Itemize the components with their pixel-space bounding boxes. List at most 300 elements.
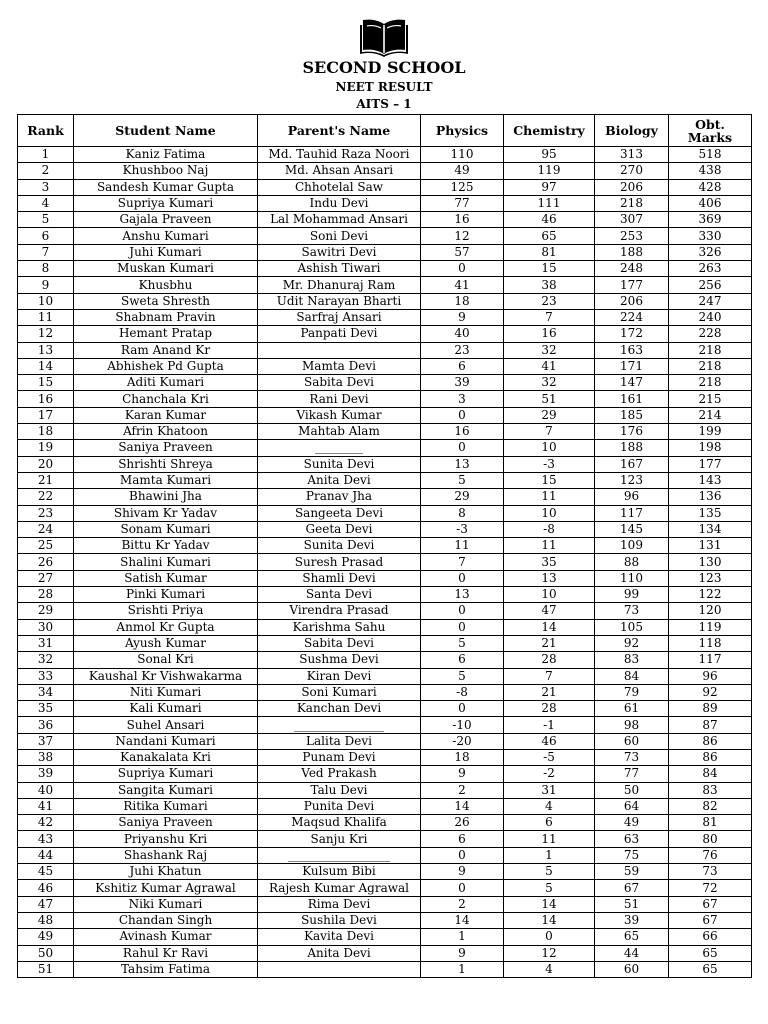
obt-marks-cell: 198 [669,440,752,456]
test-name: AITS – 1 [356,97,412,111]
table-row [18,635,752,651]
table-row [18,195,752,211]
table-row [18,277,752,293]
biology-cell: 147 [595,375,669,391]
student-name-cell: Shrishti Shreya [74,456,258,472]
column-header-chemistry: Chemistry [504,115,595,147]
obt-marks-cell: 122 [669,587,752,603]
rank-cell: 19 [18,440,74,456]
parent-name-cell: Anita Devi [258,945,421,961]
biology-cell: 110 [595,570,669,586]
parent-name-cell: Rajesh Kumar Agrawal [258,880,421,896]
obt-marks-cell: 92 [669,684,752,700]
physics-cell: -8 [421,684,504,700]
physics-cell: 7 [421,554,504,570]
rank-cell: 21 [18,472,74,488]
physics-cell: 0 [421,701,504,717]
biology-cell: 172 [595,326,669,342]
biology-cell: 117 [595,505,669,521]
parent-name-cell: Mahtab Alam [258,424,421,440]
student-name-cell: Juhi Khatun [74,864,258,880]
rank-cell: 43 [18,831,74,847]
physics-cell: 6 [421,652,504,668]
physics-cell: 0 [421,619,504,635]
chemistry-cell: 10 [504,587,595,603]
table-row [18,717,752,733]
table-row [18,342,752,358]
physics-cell: 9 [421,766,504,782]
biology-cell: 218 [595,195,669,211]
open-book-icon [357,17,411,57]
obt-marks-cell: 406 [669,195,752,211]
physics-cell: 0 [421,847,504,863]
column-header-biology: Biology [595,115,669,147]
physics-cell: 41 [421,277,504,293]
rank-cell: 50 [18,945,74,961]
chemistry-cell: 41 [504,358,595,374]
obt-marks-cell: 117 [669,652,752,668]
biology-cell: 73 [595,749,669,765]
obt-marks-cell: 240 [669,309,752,325]
biology-cell: 224 [595,309,669,325]
rank-cell: 11 [18,309,74,325]
student-name-cell: Kanakalata Kri [74,749,258,765]
biology-cell: 188 [595,244,669,260]
table-row [18,424,752,440]
table-row [18,929,752,945]
student-name-cell: Ram Anand Kr [74,342,258,358]
biology-cell: 75 [595,847,669,863]
chemistry-cell: 5 [504,864,595,880]
parent-name-cell: Rima Devi [258,896,421,912]
chemistry-cell: 10 [504,505,595,521]
table-row [18,179,752,195]
rank-cell: 41 [18,798,74,814]
parent-name-cell: Md. Ahsan Ansari [258,163,421,179]
table-row [18,945,752,961]
chemistry-cell: 7 [504,668,595,684]
chemistry-cell: 95 [504,147,595,163]
table-row [18,798,752,814]
rank-cell: 10 [18,293,74,309]
chemistry-cell: 29 [504,407,595,423]
table-row [18,244,752,260]
obt-marks-cell: 256 [669,277,752,293]
parent-name-cell: Virendra Prasad [258,603,421,619]
rank-cell: 30 [18,619,74,635]
biology-cell: 167 [595,456,669,472]
physics-cell: 3 [421,391,504,407]
rank-cell: 34 [18,684,74,700]
student-name-cell: Kaniz Fatima [74,147,258,163]
parent-name-cell: Lal Mohammad Ansari [258,212,421,228]
chemistry-cell: 14 [504,896,595,912]
parent-name-cell: Suresh Prasad [258,554,421,570]
chemistry-cell: 28 [504,652,595,668]
chemistry-cell: 11 [504,489,595,505]
student-name-cell: Muskan Kumari [74,261,258,277]
obt-marks-cell: 120 [669,603,752,619]
obt-marks-cell: 119 [669,619,752,635]
obt-marks-cell: 76 [669,847,752,863]
chemistry-cell: -2 [504,766,595,782]
biology-cell: 99 [595,587,669,603]
chemistry-cell: 7 [504,424,595,440]
table-row [18,375,752,391]
table-row [18,489,752,505]
student-name-cell: Saniya Praveen [74,440,258,456]
parent-name-cell: Soni Devi [258,228,421,244]
parent-name-cell: Mamta Devi [258,358,421,374]
chemistry-cell: 0 [504,929,595,945]
parent-name-cell: Santa Devi [258,587,421,603]
table-row [18,521,752,537]
student-name-cell: Supriya Kumari [74,766,258,782]
chemistry-cell: 13 [504,570,595,586]
table-row [18,570,752,586]
column-header-physics: Physics [421,115,504,147]
student-name-cell: Sonam Kumari [74,521,258,537]
student-name-cell: Sangita Kumari [74,782,258,798]
student-name-cell: Sonal Kri [74,652,258,668]
physics-cell: 0 [421,407,504,423]
table-row [18,554,752,570]
biology-cell: 145 [595,521,669,537]
parent-name-cell: _________________ [258,847,421,863]
chemistry-cell: -5 [504,749,595,765]
physics-cell: 8 [421,505,504,521]
biology-cell: 39 [595,912,669,928]
chemistry-cell: 38 [504,277,595,293]
rank-cell: 46 [18,880,74,896]
obt-marks-cell: 80 [669,831,752,847]
biology-cell: 84 [595,668,669,684]
physics-cell: 39 [421,375,504,391]
student-name-cell: Khusbhu [74,277,258,293]
school-name: SECOND SCHOOL [302,58,466,77]
chemistry-cell: 32 [504,342,595,358]
parent-name-cell: Ashish Tiwari [258,261,421,277]
obt-marks-cell: 263 [669,261,752,277]
obt-marks-cell: 81 [669,815,752,831]
chemistry-cell: 4 [504,961,595,977]
physics-cell: 13 [421,456,504,472]
rank-cell: 6 [18,228,74,244]
chemistry-cell: 47 [504,603,595,619]
parent-name-cell: Kanchan Devi [258,701,421,717]
biology-cell: 65 [595,929,669,945]
biology-cell: 307 [595,212,669,228]
biology-cell: 123 [595,472,669,488]
column-header-student-name: Student Name [74,115,258,147]
rank-cell: 49 [18,929,74,945]
chemistry-cell: 4 [504,798,595,814]
obt-marks-cell: 218 [669,358,752,374]
physics-cell: 1 [421,929,504,945]
obt-marks-cell: 67 [669,896,752,912]
rank-cell: 1 [18,147,74,163]
table-row [18,261,752,277]
biology-cell: 63 [595,831,669,847]
chemistry-cell: 7 [504,309,595,325]
parent-name-cell: Rani Devi [258,391,421,407]
rank-cell: 51 [18,961,74,977]
chemistry-cell: 35 [504,554,595,570]
rank-cell: 40 [18,782,74,798]
chemistry-cell: 14 [504,912,595,928]
student-name-cell: Rahul Kr Ravi [74,945,258,961]
rank-cell: 27 [18,570,74,586]
student-name-cell: Chanchala Kri [74,391,258,407]
rank-cell: 31 [18,635,74,651]
obt-marks-cell: 135 [669,505,752,521]
obt-marks-cell: 65 [669,961,752,977]
student-name-cell: Bhawini Jha [74,489,258,505]
student-name-cell: Saniya Praveen [74,815,258,831]
table-row [18,880,752,896]
physics-cell: 5 [421,635,504,651]
table-row [18,603,752,619]
physics-cell: 14 [421,912,504,928]
parent-name-cell: Sarfraj Ansari [258,309,421,325]
student-name-cell: Sandesh Kumar Gupta [74,179,258,195]
student-name-cell: Pinki Kumari [74,587,258,603]
student-name-cell: Avinash Kumar [74,929,258,945]
table-body [18,147,752,978]
table-row [18,163,752,179]
biology-cell: 253 [595,228,669,244]
physics-cell: -3 [421,521,504,537]
biology-cell: 79 [595,684,669,700]
parent-name-cell: ________ [258,440,421,456]
biology-cell: 163 [595,342,669,358]
parent-name-cell: Sunita Devi [258,456,421,472]
rank-cell: 44 [18,847,74,863]
rank-cell: 22 [18,489,74,505]
chemistry-cell: -8 [504,521,595,537]
obt-marks-cell: 177 [669,456,752,472]
biology-cell: 313 [595,147,669,163]
biology-cell: 51 [595,896,669,912]
rank-cell: 36 [18,717,74,733]
biology-cell: 60 [595,733,669,749]
obt-marks-cell: 66 [669,929,752,945]
biology-cell: 88 [595,554,669,570]
rank-cell: 37 [18,733,74,749]
rank-cell: 35 [18,701,74,717]
table-row [18,896,752,912]
obt-marks-cell: 131 [669,538,752,554]
rank-cell: 4 [18,195,74,211]
chemistry-cell: 5 [504,880,595,896]
table-row [18,358,752,374]
chemistry-cell: 31 [504,782,595,798]
parent-name-cell: Talu Devi [258,782,421,798]
student-name-cell: Shalini Kumari [74,554,258,570]
rank-cell: 24 [18,521,74,537]
parent-name-cell: Pranav Jha [258,489,421,505]
rank-cell: 17 [18,407,74,423]
rank-cell: 32 [18,652,74,668]
rank-cell: 14 [18,358,74,374]
obt-marks-cell: 73 [669,864,752,880]
obt-marks-cell: 96 [669,668,752,684]
physics-cell: 0 [421,880,504,896]
student-name-cell: Anmol Kr Gupta [74,619,258,635]
chemistry-cell: 46 [504,212,595,228]
obt-marks-cell: 65 [669,945,752,961]
physics-cell: 9 [421,945,504,961]
biology-cell: 206 [595,179,669,195]
obt-marks-cell: 84 [669,766,752,782]
chemistry-cell: 81 [504,244,595,260]
chemistry-cell: 23 [504,293,595,309]
biology-cell: 177 [595,277,669,293]
physics-cell: 5 [421,668,504,684]
physics-cell: -10 [421,717,504,733]
biology-cell: 105 [595,619,669,635]
biology-cell: 109 [595,538,669,554]
parent-name-cell: Udit Narayan Bharti [258,293,421,309]
physics-cell: 77 [421,195,504,211]
physics-cell: 12 [421,228,504,244]
physics-cell: 2 [421,782,504,798]
table-row [18,815,752,831]
student-name-cell: Shivam Kr Yadav [74,505,258,521]
rank-cell: 45 [18,864,74,880]
parent-name-cell: Md. Tauhid Raza Noori [258,147,421,163]
student-name-cell: Shashank Raj [74,847,258,863]
rank-cell: 12 [18,326,74,342]
physics-cell: 16 [421,424,504,440]
column-header-rank: Rank [18,115,74,147]
table-row [18,668,752,684]
physics-cell: 49 [421,163,504,179]
physics-cell: 11 [421,538,504,554]
student-name-cell: Chandan Singh [74,912,258,928]
table-row [18,228,752,244]
physics-cell: 9 [421,864,504,880]
biology-cell: 206 [595,293,669,309]
student-name-cell: Mamta Kumari [74,472,258,488]
parent-name-cell: Kavita Devi [258,929,421,945]
rank-cell: 38 [18,749,74,765]
parent-name-cell: Karishma Sahu [258,619,421,635]
table-row [18,749,752,765]
table-row [18,782,752,798]
student-name-cell: Srishti Priya [74,603,258,619]
biology-cell: 64 [595,798,669,814]
column-header-parent-name: Parent's Name [258,115,421,147]
student-name-cell: Tahsim Fatima [74,961,258,977]
chemistry-cell: 1 [504,847,595,863]
table-row [18,587,752,603]
parent-name-cell: Kiran Devi [258,668,421,684]
table-row [18,652,752,668]
parent-name-cell: Sangeeta Devi [258,505,421,521]
obt-marks-cell: 428 [669,179,752,195]
rank-cell: 29 [18,603,74,619]
obt-marks-cell: 214 [669,407,752,423]
obt-marks-cell: 218 [669,375,752,391]
chemistry-cell: 12 [504,945,595,961]
rank-cell: 20 [18,456,74,472]
rank-cell: 5 [18,212,74,228]
physics-cell: 18 [421,293,504,309]
chemistry-cell: 11 [504,831,595,847]
rank-cell: 25 [18,538,74,554]
rank-cell: 3 [18,179,74,195]
biology-cell: 188 [595,440,669,456]
biology-cell: 67 [595,880,669,896]
physics-cell: 26 [421,815,504,831]
student-name-cell: Niki Kumari [74,896,258,912]
obt-marks-cell: 86 [669,733,752,749]
obt-marks-cell: 87 [669,717,752,733]
chemistry-cell: 51 [504,391,595,407]
table-row [18,538,752,554]
parent-name-cell: Maqsud Khalifa [258,815,421,831]
parent-name-cell [258,342,421,358]
rank-cell: 23 [18,505,74,521]
student-name-cell: Karan Kumar [74,407,258,423]
rank-cell: 42 [18,815,74,831]
table-row [18,212,752,228]
obt-marks-cell: 83 [669,782,752,798]
parent-name-cell: Indu Devi [258,195,421,211]
obt-marks-cell: 136 [669,489,752,505]
chemistry-cell: 16 [504,326,595,342]
student-name-cell: Aditi Kumari [74,375,258,391]
chemistry-cell: 111 [504,195,595,211]
student-name-cell: Ritika Kumari [74,798,258,814]
table-row [18,407,752,423]
physics-cell: 16 [421,212,504,228]
rank-cell: 47 [18,896,74,912]
parent-name-cell: Panpati Devi [258,326,421,342]
physics-cell: 5 [421,472,504,488]
physics-cell: 0 [421,570,504,586]
obt-marks-cell: 118 [669,635,752,651]
rank-cell: 7 [18,244,74,260]
rank-cell: 8 [18,261,74,277]
student-name-cell: Nandani Kumari [74,733,258,749]
obt-marks-cell: 215 [669,391,752,407]
table-row [18,733,752,749]
physics-cell: 0 [421,603,504,619]
student-name-cell: Satish Kumar [74,570,258,586]
physics-cell: 13 [421,587,504,603]
parent-name-cell: Punam Devi [258,749,421,765]
chemistry-cell: 46 [504,733,595,749]
column-header-obt-marks: Obt. Marks [669,115,752,147]
parent-name-cell: Geeta Devi [258,521,421,537]
parent-name-cell: Chhotelal Saw [258,179,421,195]
biology-cell: 44 [595,945,669,961]
table-row [18,684,752,700]
biology-cell: 92 [595,635,669,651]
obt-marks-cell: 218 [669,342,752,358]
parent-name-cell: Sabita Devi [258,375,421,391]
chemistry-cell: 15 [504,472,595,488]
student-name-cell: Afrin Khatoon [74,424,258,440]
biology-cell: 49 [595,815,669,831]
obt-marks-cell: 123 [669,570,752,586]
biology-cell: 270 [595,163,669,179]
chemistry-cell: -1 [504,717,595,733]
rank-cell: 9 [18,277,74,293]
obt-marks-cell: 247 [669,293,752,309]
